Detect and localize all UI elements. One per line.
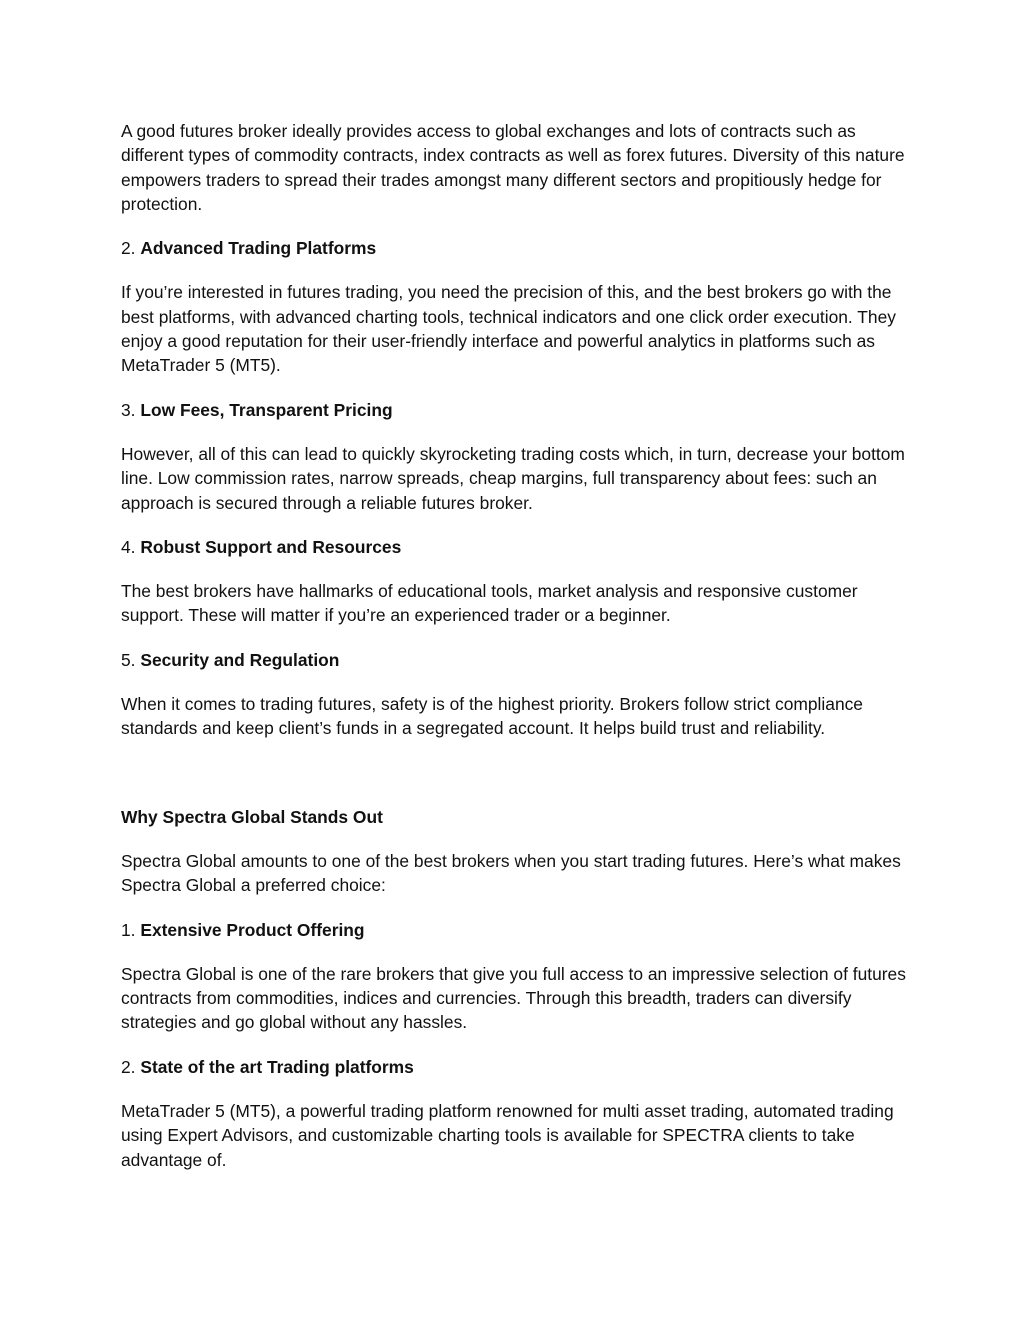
heading-robust-support: [121, 535, 906, 559]
heading-number: 4.: [121, 536, 136, 557]
paragraph-global-exchanges: A good futures broker ideally provides access to global exchanges and lots of contracts such as different types of commodity contracts, index contracts as well as forex futures. Diversity of this nature empowers traders to spread their trades amongst many different sectors and propitiously hedge for protection.: [121, 121, 905, 214]
heading-number: 1.: [121, 919, 136, 940]
paragraph-spectra-intro: Spectra Global amounts to one of the best brokers when you start trading futures. Here’s what makes Spectra Global a preferred choice:: [121, 850, 901, 896]
heading-number: 2.: [121, 238, 136, 259]
heading-title: Extensive Product Offering: [140, 919, 365, 940]
heading-number: 2.: [121, 1056, 136, 1077]
paragraph-extensive-product-offering: Spectra Global is one of the rare brokers that give you full access to an impressive selection of futures contracts from commodities, indices and currencies. Through this breadth, traders can diversify strategies and go global without any hassles.: [121, 963, 906, 1033]
heading-number: 5.: [121, 649, 136, 670]
paragraph-state-of-the-art-platforms: MetaTrader 5 (MT5), a powerful trading platform renowned for multi asset trading, automated trading using Expert Advisors, and customizable charting tools is available for SPECTRA clients to take advantage of.: [121, 1101, 894, 1170]
heading-state-of-the-art-platforms: [121, 1055, 906, 1079]
heading-title: Low Fees, Transparent Pricing: [140, 399, 393, 420]
section-spacer: [121, 761, 906, 805]
paragraph-low-fees: However, all of this can lead to quickly skyrocketing trading costs which, in turn, decrease your bottom line. Low commission rates, narrow spreads, cheap margins, full transparency about fees: such an approach is secured through a reliable futures broker.: [121, 443, 905, 513]
heading-number: 3.: [121, 399, 136, 420]
paragraph-security-regulation: When it comes to trading futures, safety is of the highest priority. Brokers follow strict compliance standards and keep client’s funds in a segregated account. It helps build trust and reliability.: [121, 694, 863, 739]
heading-title: Security and Regulation: [140, 649, 340, 670]
section-title-text: Why Spectra Global Stands Out: [121, 806, 383, 827]
paragraph-robust-support: The best brokers have hallmarks of educational tools, market analysis and responsive customer support. These will matter if you’re an experienced trader or a beginner.: [121, 581, 858, 626]
document-page: [121, 119, 906, 1192]
heading-advanced-trading-platforms: [121, 236, 906, 260]
heading-security-regulation: [121, 648, 906, 672]
heading-title: Advanced Trading Platforms: [140, 238, 377, 259]
paragraph-advanced-platforms: If you’re interested in futures trading, you need the precision of this, and the best brokers go with the best platforms, with advanced charting tools, technical indicators and one click order execution. They enjoy a good reputation for their user-friendly interface and powerful analytics in platforms such as MetaTrader 5 (MT5).: [121, 282, 896, 376]
heading-title: State of the art Trading platforms: [140, 1056, 414, 1077]
heading-extensive-product-offering: [121, 918, 906, 942]
heading-title: Robust Support and Resources: [140, 536, 402, 557]
section-title-spectra: [121, 805, 906, 829]
heading-low-fees: [121, 398, 906, 422]
